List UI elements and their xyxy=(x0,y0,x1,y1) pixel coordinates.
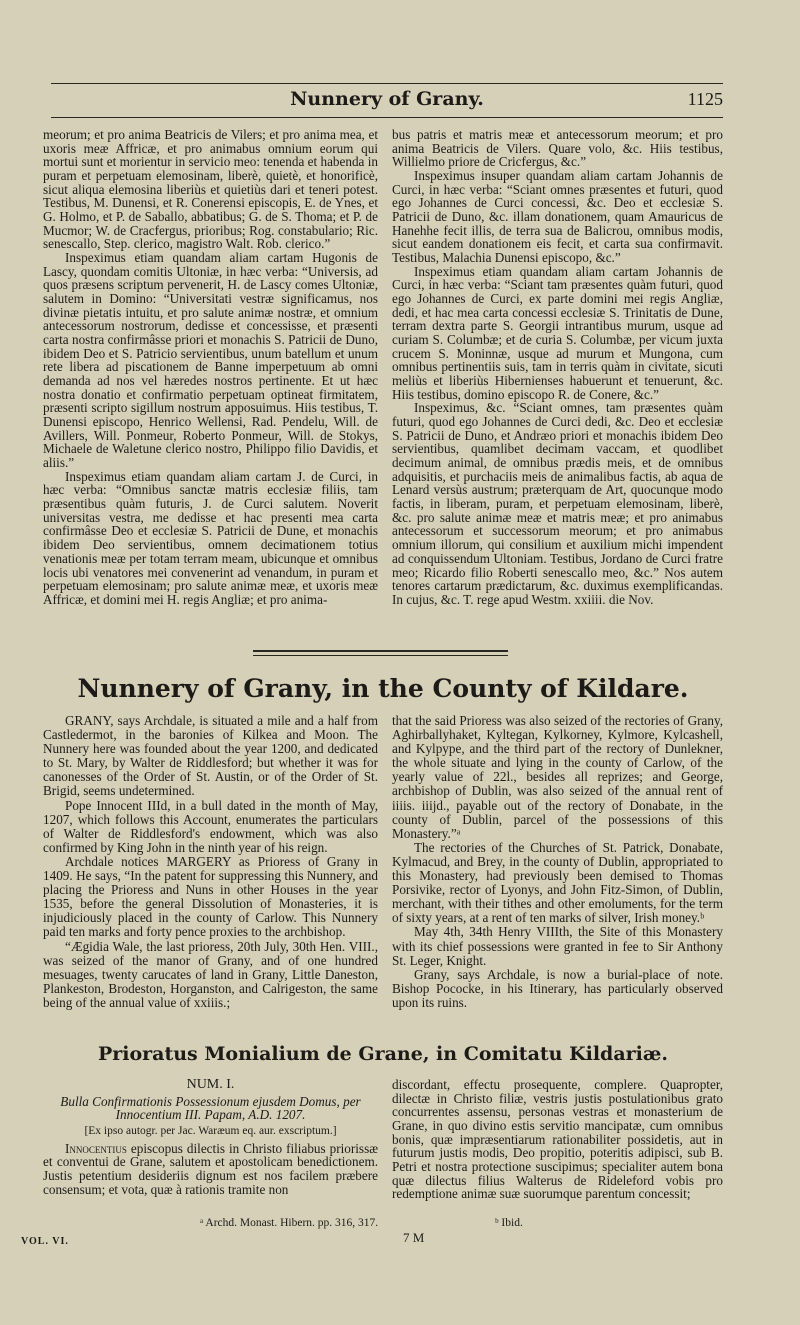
section-divider-thin xyxy=(253,655,508,656)
first-word: Innocentius xyxy=(65,1140,127,1156)
paragraph: Inspeximus etiam quandam aliam cartam Hugonis de Lascy, quondam comitis Ultoniæ, in hæc verba: “Universis, ad quos præsens scriptum pervenerit, H. de Lascy comes Ultoniæ, salutem in Domino: “Universitati vestræ significamus, nos divinæ pietatis intuitu, et pro salute animæ nostræ, et omnium antecessorum nostrorum, dedisse et concessisse, et præsenti carta nostra confirmâsse priori et monachis S. Patricii de Duno, ibidem Deo et S. Patricio servientibus, unum batellum et unum rete libera ad piscationem de Banne imperpetuum ab omni demanda ad nos vel hæredes nostros pertinente. Et ut hæc nostra donatio et confirmatio perpetuam optineat firmitatem, præsenti scripto sigillum nostrum apposuimus. Hiis testibus, T. Dunensi episcopo, Henrico Wellensi, Rad. Pendelu, Will. de Avillers, Will. Ponmeur, Roberto Ponmeur, Will. de Stokys, Michaele de Waletune clerico nostro, Philippo filio Davidis, et aliis.” xyxy=(43,250,378,471)
footnote-b: ᵇ Ibid. xyxy=(495,1217,523,1229)
source-note: [Ex ipso autogr. per Jac. Waræum eq. aur. exscriptum.] xyxy=(84,1125,337,1138)
signature-mark: 7 M xyxy=(403,1230,425,1245)
bulla-title: Bulla Confirmationis Possessionum ejusdem Domus, per Innocentium III. Papam, A.D. 1207. xyxy=(60,1093,361,1123)
header-bottom-rule xyxy=(51,117,723,118)
section2-right-column xyxy=(392,714,723,1010)
paragraph: Inspeximus, &c. “Sciant omnes, tam præsentes quàm futuri, quod ego Johannes de Curci dedi, &c. Deo et ecclesiæ S. Patricii de Duno, et Andræo priori et monachis ibidem Deo servientibus, quamlibet decimam vaccam, et quodlibet decimum animal, de omnibus prædis meis, et de omnibus adquisitis, et purchaciis meis de animalibus factis, ab aqua de Lenard versùs austrum; præterquam de Art, quocunque modo factis, in liberam, puram, et perpetuam elemosinam, liberè, &c. pro salute animæ meæ et matris meæ; et pro animabus antecessorum et successorum meorum; et pro animabus omnium illorum, qui consilium et auxilium michi impendent ad conquissendum Ultoniam. Testibus, Jordano de Curci fratre meo; Ricardo filio Roberti senescallo meo, &c.” Nos autem tenores cartarum prædictarum, &c. duximus exemplificandas. In cujus, &c. T. rege apud Westm. xxiiii. die Nov. xyxy=(392,400,723,607)
paragraph: Inspeximus insuper quandam aliam cartam Johannis de Curci, in hæc verba: “Sciant omnes præsentes et futuri, quod ego Johannes de Curci concessi, &c. Deo et ecclesiæ S. Patricii de Duno, &c. illam donationem, quam Amauricus de Hanehhe fecit illis, de terra sua de Balicrou, omnibus modis, sicut eandem donationem eis fecit, et carta sua confirmavit. Testibus, Malachia Dunensi episcopo, &c.” xyxy=(392,168,723,266)
paragraph: May 4th, 34th Henry VIIIth, the Site of this Monastery with its chief possessions were granted in fee to Sir Anthony St. Leger, Knight. xyxy=(392,924,723,968)
section-heading-nunnery-of-grany: Nunnery of Grany, in the County of Kildare. xyxy=(77,674,689,703)
section-heading-prioratus: Prioratus Monialium de Grane, in Comitatu Kildariæ. xyxy=(97,1043,669,1065)
paragraph: “Ægidia Wale, the last prioress, 20th July, 30th Hen. VIII., was seized of the manor of Grany, and of one hundred mesuages, twenty carucates of land in Grany, Little Daneston, Plankeston, Brodeston, Horganston, and Calrigeston, the same being of the annual value of xxiiis.; xyxy=(43,938,378,1010)
section-divider-thick xyxy=(253,650,508,652)
paragraph: Inspeximus etiam quandam aliam cartam Johannis de Curci, in hæc verba: “Sciant tam præsentes quàm futuri, quod ego Johannes de Curci, ex parte domini mei regis Angliæ, dedi, et hac mea carta concessi ecclesiæ S. Trinitatis de Dune, terram dextra parte S. Georgii intrantibus murum, usque ad curiam S. Columbæ; et de curia S. Columbæ, per vicum juxta crucem S. Moninnæ, usque ad murum et Mungona, cum omnibus pertinentiis suis, tam in terris quàm in civitate, sicuti meliùs et liberiùs Hibernienses habuerunt et tenuerunt, &c. Hiis testibus, domino episcopo R. de Conere, &c.” xyxy=(392,263,723,402)
paragraph: meorum; et pro anima Beatricis de Vilers; et pro anima mea, et uxoris meæ Affricæ, et pro animabus omnium eorum qui mortui sunt et morientur in servicio meo: tenenda et habenda in puram et perpetuam elemosinam, liberè, quietè, et honorificè, sicut aliqua elemosina liberiùs et quietiùs dari et teneri potest. Testibus, M. Dunensi, et R. Conerensi episcopis, E. de Ynes, et G. Holmo, et P. de Saballo, abbatibus; G. de S. Thoma; et P. de Mucmor; W. de Cracfergus, prioribus; Rog. constabulario; Ric. senescallo, Step. clerico, magistro Walt. Rob. clerico.” xyxy=(43,127,378,252)
paragraph: discordant, effectu prosequente, complere. Quapropter, dilectæ in Christo filiæ, vestris justis postulationibus grato concurrentes assensu, personas vestras et monasterium de Grane, in quo divino estis servitio mancipatæ, cum omnibus bonis, quæ impræsentiarum rationabiliter possidetis, aut in futurum justis modis, Deo propitio, poteritis adipisci, sub B. Petri et nostra protectione suscipimus; specialiter autem bona quæ dilectus filius Walterus de Rideleford vobis pro redemptione animæ suæ suorumque parentum concessit; xyxy=(392,1077,723,1202)
paragraph: bus patris et matris meæ et antecessorum meorum; et pro anima Beatricis de Vilers. Quare volo, &c. Hiis testibus, Willielmo priore de Cricfergus, &c.” xyxy=(392,127,723,170)
paragraph xyxy=(43,1142,378,1197)
paragraph-text: episcopus dilectis in Christo filiabus priorissæ et conventui de Grane, salutem et apostolicam benedictionem. Justis petentium desideriis dignum est nos facilem præbere consensum; et vota, quæ à rationis tramite non xyxy=(43,1140,378,1197)
paragraph: Grany, says Archdale, is now a burial-place of note. Bishop Pococke, in his Itinerary, has particularly observed upon its ruins. xyxy=(392,966,723,1010)
page-number: 1125 xyxy=(687,89,723,109)
section3-left-column xyxy=(43,1078,378,1196)
paragraph: The rectories of the Churches of St. Patrick, Donabate, Kylmacud, and Brey, in the county of Dublin, appropriated to this Monastery, had previously been demised to Thomas Porsivike, rector of Lyonys, and John Fitz-Simon, of Dublin, merchant, with their tithes and other emoluments, for the term of sixty years, at a rent of ten marks of silver, Irish money.ᵇ xyxy=(392,839,723,926)
paragraph: Inspeximus etiam quandam aliam cartam J. de Curci, in hæc verba: “Omnibus sanctæ matris ecclesiæ filiis, tam præsentibus quàm futuris, J. de Curci salutem. Noverit universitas vestra, me dedisse et hac presenti mea carta confirmâsse Deo et ecclesiæ S. Patricii de Dune, et monachis ibidem Deo servientibus, omnem decimationem totius venationis meæ per totam terram meam, ubicunque et omnibus locis ubi venatores mei convenerint ad venandum, in puram et perpetuam elemosinam; pro salute animæ meæ, et uxoris meæ Affricæ, et domini mei H. regis Angliæ; et pro anima- xyxy=(43,468,378,607)
paragraph: Archdale notices MARGERY as Prioress of Grany in 1409. He says, “In the patent for suppressing this Nunnery, and placing the Prioress and Nuns in other Houses in the year 1535, before the general Dissolution of Monasteries, it is injudiciously placed in the county of Carlow. This Nunnery paid ten marks and forty pence proxies to the archbishop. xyxy=(43,853,378,940)
running-head-title: Nunnery of Grany. xyxy=(290,88,484,110)
paragraph: GRANY, says Archdale, is situated a mile and a half from Castledermot, in the baronies of Kilkea and Moon. The Nunnery here was founded about the year 1200, and dedicated to St. Mary, by Walter de Riddlesford; but whether it was for canonesses of the Order of St. Austin, or of the Order of St. Brigid, seems undetermined. xyxy=(43,713,378,799)
footnote-a: ᵃ Archd. Monast. Hibern. pp. 316, 317. xyxy=(200,1217,379,1229)
document-number: NUM. I. xyxy=(186,1077,235,1092)
section1-right-column xyxy=(392,128,723,607)
paragraph: that the said Prioress was also seized of the rectories of Grany, Aghirballyhaket, Kyltegan, Kylkorney, Kylmore, Kylcashell, and Kylpype, and the third part of the rectory of Dunlekner, the whole situate and lying in the county of Carlow, of the yearly value of 22l., besides all reprizes; and George, archbishop of Dublin, was also seized of the annual rent of iiiis. iiijd., payable out of the rectory of Donabate, in the county of Dublin, parcel of the possessions of this Monastery.”ᵃ xyxy=(392,713,723,841)
section1-left-column xyxy=(43,128,378,607)
volume-label: VOL. VI. xyxy=(21,1236,69,1247)
header-top-rule xyxy=(51,83,723,84)
paragraph: Pope Innocent IIId, in a bull dated in the month of May, 1207, which follows this Account, enumerates the particulars of Walter de Riddlesford's endowment, which was also confirmed by King John in the ninth year of his reign. xyxy=(43,797,378,855)
section3-right-column xyxy=(392,1078,723,1201)
section2-left-column xyxy=(43,714,378,1010)
